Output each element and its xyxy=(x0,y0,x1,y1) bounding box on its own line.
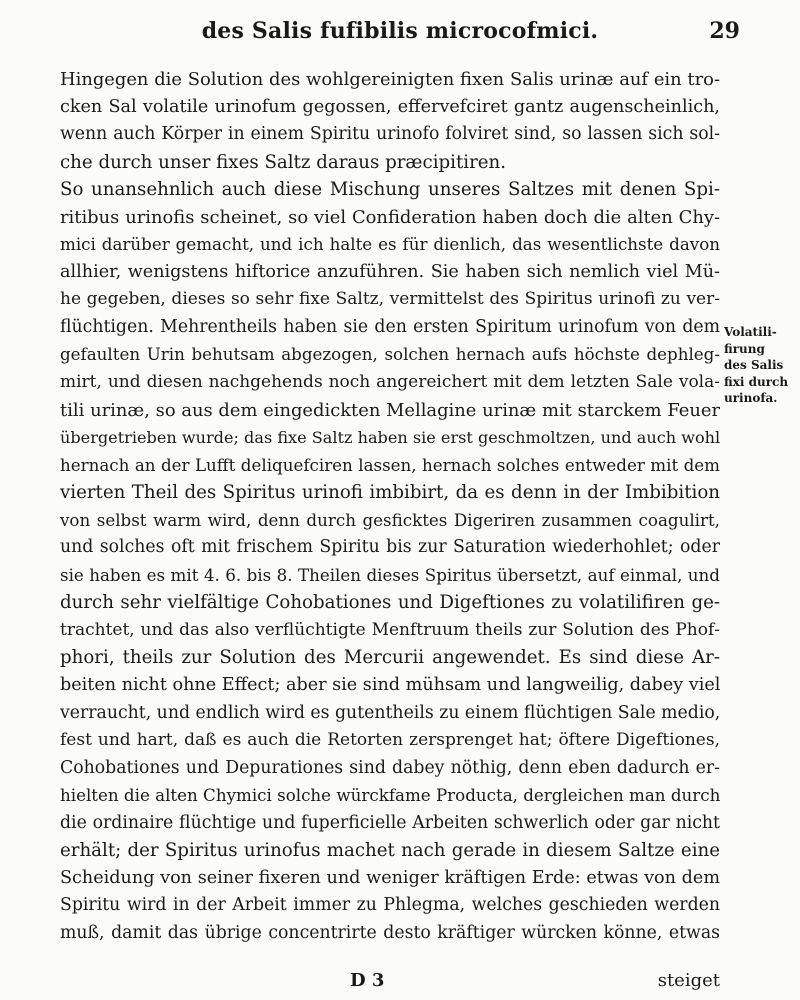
text-line: Spiritu wird in der Arbeit immer zu Phlegma, welches geschieden werden xyxy=(60,895,720,916)
text-line: Scheidung von seiner fixeren und weniger kräftigen Erde: etwas von dem xyxy=(60,867,720,888)
margin-note-line: Volatili- xyxy=(724,325,777,339)
text-line: cken Sal volatile urinofum gegossen, effervefciret gantz augenscheinlich, xyxy=(60,96,720,117)
text-line: So unansehnlich auch diese Mischung unseres Saltzes mit denen Spi‑ xyxy=(60,179,720,201)
text-line: sie haben es mit 4. 6. bis 8. Theilen dieses Spiritus übersetzt, auf einmal, und xyxy=(60,564,720,585)
body-text xyxy=(60,66,720,948)
text-line: fest und hart, daß es auch die Retorten zersprenget hat; öftere Digeftiones, xyxy=(60,730,720,751)
signature-mark: D 3 xyxy=(350,970,385,991)
margin-note-line: des Salis xyxy=(724,358,784,372)
text-line: gefaulten Urin behutsam abgezogen, solchen hernach aufs höchste dephleg‑ xyxy=(60,344,720,365)
margin-note-line: urinofa. xyxy=(724,391,778,405)
text-line: von selbst warm wird, denn durch gesficktes Digeriren zusammen coagulirt, xyxy=(60,509,720,530)
text-line: verraucht, und endlich wird es gutentheils zu einem flüchtigen Sale medio, xyxy=(60,702,720,723)
text-line: durch sehr vielfältige Cohobationes und Digeftiones zu volatilifiren ge‑ xyxy=(60,592,720,614)
text-line: phori, theils zur Solution des Mercurii angewendet. Es sind diese Ar‑ xyxy=(60,647,720,669)
text-line: mici darüber gemacht, und ich halte es für dienlich, das wesentlichste davon xyxy=(60,234,720,255)
text-line: flüchtigen. Mehrentheils haben sie den ersten Spiritum urinofum von dem xyxy=(60,316,720,337)
text-line: wenn auch Körper in einem Spiritu urinofo folviret sind, so lassen sich sol‑ xyxy=(60,124,720,145)
text-line: und solches oft mit frischem Spiritu bis zur Saturation wiederhohlet; oder xyxy=(60,537,720,558)
text-line: übergetrieben wurde; das fixe Saltz haben sie erst geschmoltzen, und auch wohl xyxy=(60,428,720,448)
text-line: ritibus urinofis scheinet, so viel Confideration haben doch die alten Chy‑ xyxy=(60,206,720,228)
text-line: erhält; der Spiritus urinofus machet nach gerade in diesem Saltze eine xyxy=(60,840,720,862)
margin-note-line: fixi durch xyxy=(724,374,789,389)
page-footer xyxy=(60,970,720,996)
text-line: muß, damit das übrige concentrirte desto kräftiger würcken könne, etwas xyxy=(60,922,720,943)
text-line: beiten nicht ohne Effect; aber sie sind mühsam und langweilig, dabey viel xyxy=(60,675,720,696)
catchword: steiget xyxy=(657,970,720,991)
text-line: hielten die alten Chymici solche würckfame Producta, dergleichen man durch xyxy=(60,785,720,806)
text-line: tili urinæ, so aus dem eingedickten Mellagine urinæ mit starckem Feuer xyxy=(60,399,720,421)
text-line: trachtet, und das also verflüchtigte Menftruum theils zur Solution des Phof‑ xyxy=(60,619,720,640)
text-line: die ordinaire flüchtige und fuperficielle Arbeiten schwerlich oder gar nicht xyxy=(60,812,720,833)
text-line: Hingegen die Solution des wohlgereinigten fixen Salis urinæ auf ein tro‑ xyxy=(60,69,720,90)
text-line: allhier, wenigstens hiftorice anzuführen. Sie haben sich nemlich viel Mü‑ xyxy=(60,261,720,282)
text-line: Cohobationes und Depurationes sind dabey nöthig, denn eben dadurch er‑ xyxy=(60,757,720,778)
text-line: vierten Theil des Spiritus urinofi imbibirt, da es denn in der Imbibition xyxy=(60,482,720,504)
margin-note xyxy=(724,326,798,409)
page-number: 29 xyxy=(709,18,740,44)
text-line: che durch unser fixes Saltz daraus præcipitiren. xyxy=(60,151,507,173)
page-header xyxy=(0,12,800,52)
running-head: des Salis fufibilis microcofmici. xyxy=(201,18,599,44)
text-line: mirt, und diesen nachgehends noch angereichert mit dem letzten Sale vola‑ xyxy=(60,372,720,393)
text-line: he gegeben, dieses so sehr fixe Saltz, vermittelst des Spiritus urinofi zu ver‑ xyxy=(60,289,720,310)
text-line: hernach an der Lufft deliquefciren lassen, hernach solches entweder mit dem xyxy=(60,454,720,475)
margin-note-line: firung xyxy=(724,341,765,356)
